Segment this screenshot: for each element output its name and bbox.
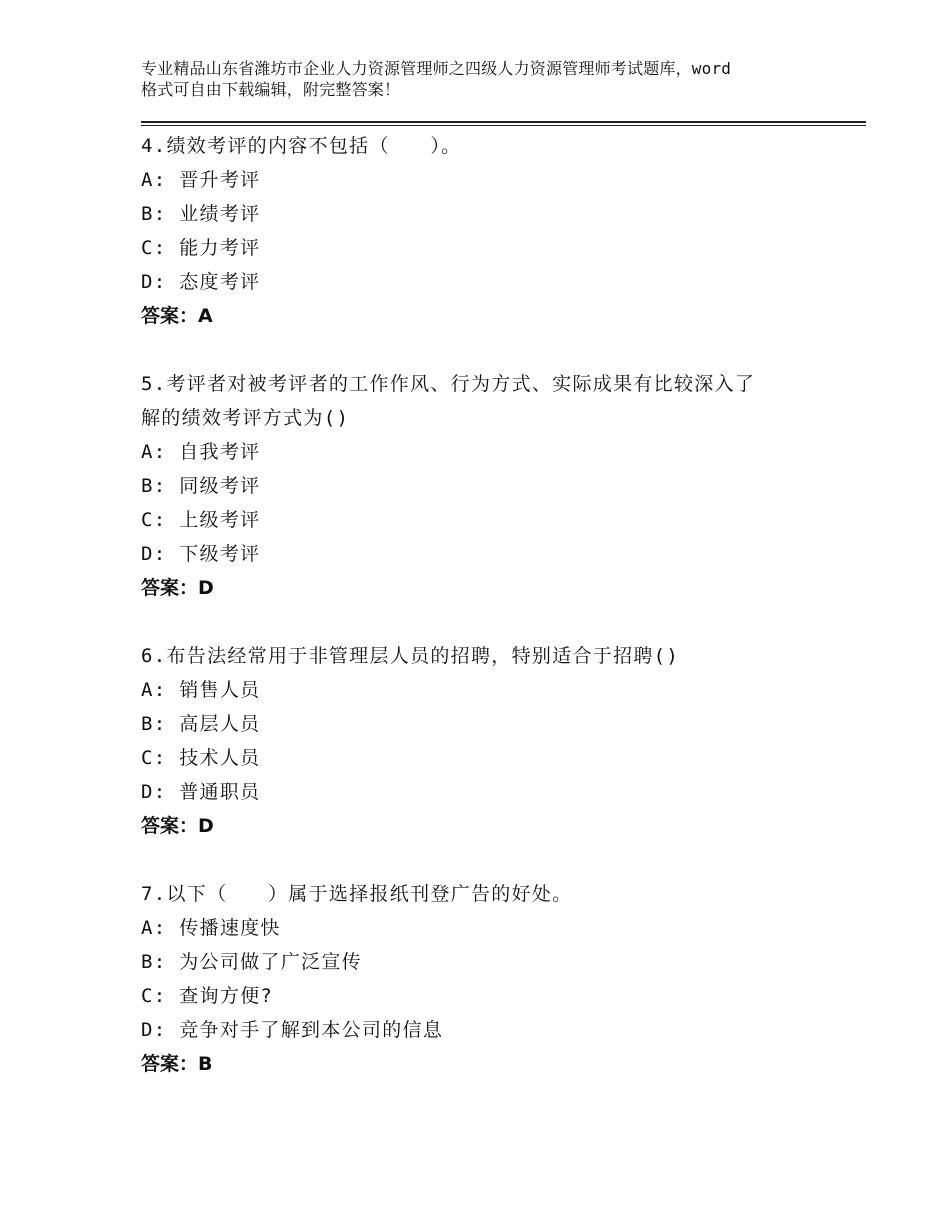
question-7	[141, 877, 866, 1081]
question-5	[141, 367, 866, 605]
option-d: D: 普通职员	[141, 781, 261, 803]
header-divider-thick	[141, 121, 866, 123]
header-divider-thin	[141, 125, 866, 126]
question-stem: 7.以下（ ）属于选择报纸刊登广告的好处。	[141, 883, 573, 905]
answer-label: 答案：A	[141, 305, 213, 327]
option-d: D: 下级考评	[141, 543, 261, 565]
question-stem: 5.考评者对被考评者的工作作风、行为方式、实际成果有比较深入了	[141, 373, 756, 395]
question-6	[141, 639, 866, 843]
option-b: B: 业绩考评	[141, 203, 261, 225]
question-stem-continued: 解的绩效考评方式为()	[141, 407, 350, 429]
option-b: B: 为公司做了广泛宣传	[141, 951, 362, 973]
question-stem: 4.绩效考评的内容不包括（ ）。	[141, 135, 462, 157]
option-c: C: 查询方便?	[141, 985, 274, 1007]
option-c: C: 技术人员	[141, 747, 261, 769]
answer-label: 答案：B	[141, 1053, 213, 1075]
document-header	[141, 58, 821, 100]
header-title-line-1: 专业精品山东省潍坊市企业人力资源管理师之四级人力资源管理师考试题库，word	[141, 59, 732, 78]
answer-label: 答案：D	[141, 815, 214, 837]
question-4	[141, 129, 866, 333]
option-c: C: 上级考评	[141, 509, 261, 531]
option-a: A: 自我考评	[141, 441, 261, 463]
option-d: D: 态度考评	[141, 271, 261, 293]
question-stem: 6.布告法经常用于非管理层人员的招聘，特别适合于招聘()	[141, 645, 680, 667]
option-a: A: 传播速度快	[141, 917, 281, 939]
question-list	[141, 129, 866, 1115]
option-b: B: 同级考评	[141, 475, 261, 497]
option-c: C: 能力考评	[141, 237, 261, 259]
header-title-line-2: 格式可自由下载编辑，附完整答案！	[141, 80, 401, 99]
option-a: A: 销售人员	[141, 679, 261, 701]
option-a: A: 晋升考评	[141, 169, 261, 191]
option-d: D: 竞争对手了解到本公司的信息	[141, 1019, 444, 1041]
option-b: B: 高层人员	[141, 713, 261, 735]
answer-label: 答案：D	[141, 577, 214, 599]
